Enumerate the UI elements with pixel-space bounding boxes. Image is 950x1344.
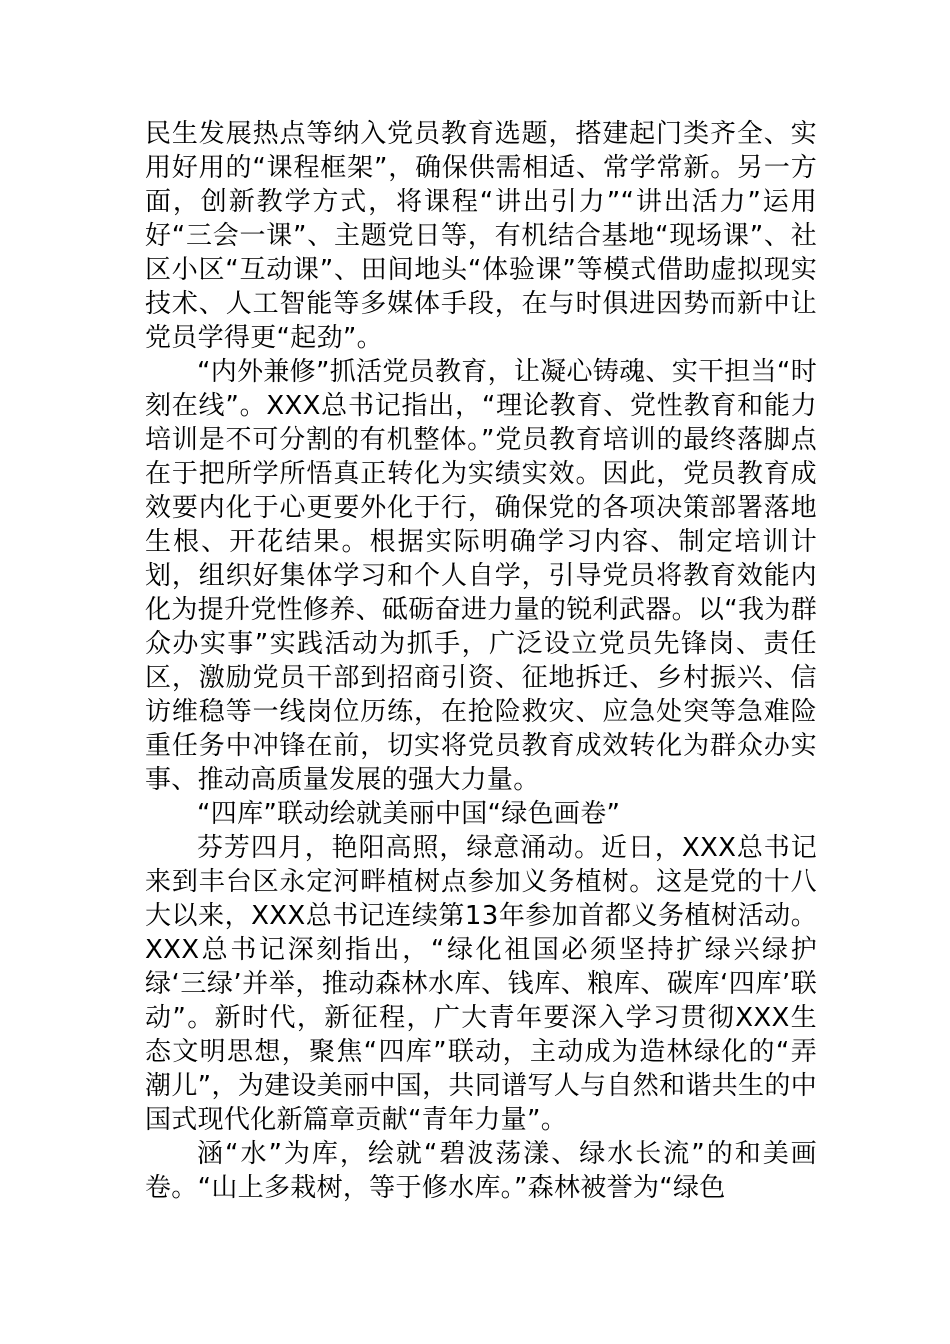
paragraph-4: 涵“水”为库，绘就“碧波荡漾、绿水长流”的和美画卷。“山上多栽树，等于修水库。”森林被誉为“绿色 — [145, 1139, 817, 1203]
paragraph-2: “内外兼修”抓活党员教育，让凝心铸魂、实干担当“时刻在线”。XXX总书记指出，“理论教育、党性教育和能力培训是不可分割的有机整体。”党员教育培训的最终落脚点在于把所学所悟真正转化为实绩实效。因此，党员教育成效要内化于心更要外化于行，确保党的各项决策部署落地生根、开花结果。根据实际明确学习内容、制定培训计划，组织好集体学习和个人自学，引导党员将教育效能内化为提升党性修养、砥砺奋进力量的锐利武器。以“我为群众办实事”实践活动为抓手，广泛设立党员先锋岗、责任区，激励党员干部到招商引资、征地拆迁、乡村振兴、信访维稳等一线岗位历练，在抢险救灾、应急处突等急难险重任务中冲锋在前，切实将党员教育成效转化为群众办实事、推动高质量发展的强大力量。 — [145, 357, 817, 795]
paragraph-3: 芬芳四月，艳阳高照，绿意涌动。近日，XXX总书记来到丰台区永定河畔植树点参加义务植树。这是党的十八大以来，XXX总书记连续第13年参加首都义务植树活动。XXX总书记深刻指出，“绿化祖国必须坚持扩绿兴绿护绿‘三绿’并举，推动森林水库、钱库、粮库、碳库‘四库’联动”。新时代，新征程，广大青年要深入学习贯彻XXX生态文明思想，聚焦“四库”联动，主动成为造林绿化的“弄潮儿”，为建设美丽中国，共同谱写人与自然和谐共生的中国式现代化新篇章贡献“青年力量”。 — [145, 833, 817, 1135]
document-body — [145, 117, 817, 1205]
paragraph-1: 民生发展热点等纳入党员教育选题，搭建起门类齐全、实用好用的“课程框架”，确保供需相适、常学常新。另一方面，创新教学方式，将课程“讲出引力”“讲出活力”运用好“三会一课”、主题党日等，有机结合基地“现场课”、社区小区“互动课”、田间地头“体验课”等模式借助虚拟现实技术、人工智能等多媒体手段，在与时俱进因势而新中让党员学得更“起劲”。 — [145, 119, 817, 353]
section-heading: “四库”联动绘就美丽中国“绿色画卷” — [197, 799, 621, 829]
